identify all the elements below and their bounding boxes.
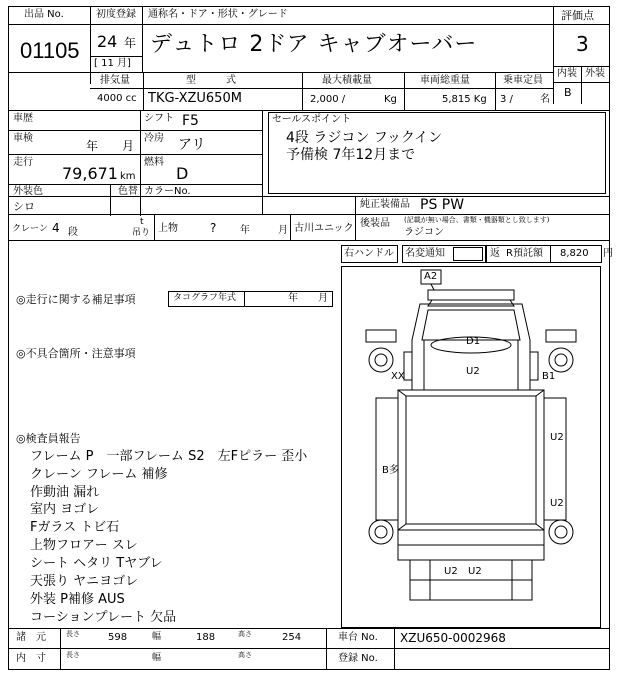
- damage-code-u2-top: U2: [466, 366, 480, 377]
- length-label: 長さ: [66, 630, 80, 638]
- max-load-value: 2,000 /: [310, 94, 346, 105]
- interior-grade: B: [564, 86, 572, 99]
- equipment-value: PS PW: [420, 197, 465, 213]
- inspector-line: コーションプレート 欠品: [30, 610, 177, 625]
- chassis-label: 車台 No.: [338, 632, 378, 643]
- crane-stages: 4: [52, 221, 60, 235]
- registration-number-label: 登録 No.: [338, 653, 378, 664]
- return-label: 返: [490, 248, 500, 259]
- shift-label: シフト: [144, 113, 174, 124]
- damage-code-b1: B1: [542, 371, 556, 382]
- gross-weight-value: 5,815 Kg: [442, 94, 487, 105]
- crane-unknown: ?: [210, 221, 217, 235]
- fuel-value: D: [176, 164, 189, 183]
- max-load-unit: Kg: [384, 94, 397, 105]
- height-label: 高さ: [238, 630, 252, 638]
- mileage-unit: km: [120, 171, 136, 182]
- interior-length-label: 長さ: [66, 651, 80, 659]
- crane-month-unit: 月: [278, 225, 288, 236]
- mileage-value: 79,671: [62, 164, 118, 183]
- tachograph-label: タコグラフ年式: [173, 293, 237, 303]
- damage-code-u2-right: U2: [550, 432, 564, 443]
- interior-width-label: 幅: [152, 653, 162, 663]
- interior-label: 内装: [557, 68, 577, 79]
- inspector-line: シート ヘタリ Tヤブレ: [30, 556, 163, 571]
- inspection-year-unit: 年: [86, 139, 99, 153]
- crane-stage-unit: 段: [68, 227, 78, 238]
- crane-top-label: 上物: [158, 223, 178, 234]
- capacity-label: 乗車定員: [503, 75, 543, 86]
- crane-maker: 古川ユニック: [294, 223, 354, 234]
- crane-year-unit: 年: [240, 225, 250, 236]
- max-load-label: 最大積載量: [322, 75, 372, 86]
- sales-point-label: セールスポイント: [272, 114, 352, 125]
- width-label: 幅: [152, 632, 162, 642]
- shift-value: F5: [182, 113, 199, 129]
- registration-month: [ 11 月]: [94, 58, 131, 69]
- tachograph-year-unit: 年: [288, 293, 298, 304]
- driving-notes-label: ◎走行に関する補足事項: [16, 293, 136, 306]
- gross-weight-label: 車両総重量: [420, 75, 470, 86]
- aftermarket-label: 後装品: [360, 218, 390, 229]
- fuel-label: 燃料: [144, 157, 164, 168]
- lot-label: 出品 No.: [24, 9, 64, 20]
- sales-point-line-2: 予備検 7年12月まで: [286, 147, 416, 163]
- damage-code-a2: A2: [424, 271, 438, 282]
- inspector-line: 作動油 漏れ: [30, 485, 100, 500]
- damage-code-u2-bottom-right: U2: [550, 498, 564, 509]
- displacement-value: 4000 cc: [97, 93, 137, 104]
- inspector-line: 室内 ヨゴレ: [30, 502, 100, 517]
- rating-label: 評価点: [561, 9, 594, 22]
- recycle-fee-label: R預託額: [506, 248, 543, 259]
- displacement-label: 排気量: [100, 75, 130, 86]
- interior-dimensions-label: 内 寸: [16, 653, 46, 664]
- ac-value: アリ: [178, 137, 206, 153]
- inspector-line: 外装 P補修 AUS: [30, 592, 125, 607]
- model-code: TKG-XZU650M: [148, 91, 242, 106]
- model-label: 型 式: [186, 75, 236, 86]
- drive-side-label: 右ハンドル: [344, 248, 394, 259]
- width-value: 188: [196, 632, 216, 643]
- registration-year-unit: 年: [124, 36, 137, 50]
- chassis-number: XZU650-0002968: [400, 631, 506, 645]
- defects-label: ◎不具合箇所・注意事項: [16, 347, 136, 360]
- lot-number: 01105: [20, 38, 80, 63]
- aftermarket-value: ラジコン: [404, 227, 444, 238]
- crane-lift-label: 吊り: [132, 228, 151, 238]
- damage-code-b-many: B多: [382, 465, 399, 476]
- registration-year: 24: [97, 32, 118, 51]
- inspection-label: 車検: [13, 133, 33, 144]
- recycle-fee-unit: 円: [603, 248, 613, 259]
- inspector-line: 天張り ヤニヨゴレ: [30, 574, 139, 589]
- mileage-label: 走行: [13, 157, 33, 168]
- height-value: 254: [282, 632, 302, 643]
- color-value: シロ: [13, 200, 35, 213]
- recycle-fee-value: 8,820: [560, 248, 589, 259]
- length-value: 598: [108, 632, 128, 643]
- inspector-report-label: ◎検査員報告: [16, 432, 81, 445]
- rating-score: 3: [576, 32, 589, 56]
- inspection-month-unit: 月: [122, 139, 135, 153]
- inspector-line: 上物フロアー スレ: [30, 538, 138, 553]
- inspector-line: フレーム P 一部フレーム S2 左Fピラー 歪小: [30, 449, 308, 464]
- tachograph-month-unit: 月: [318, 293, 328, 304]
- inspector-line: クレーン フレーム 補修: [30, 467, 168, 482]
- crane-ton-unit: t: [140, 217, 144, 227]
- first-registration-label: 初度登録: [96, 9, 136, 20]
- name-change-label: 名変通知: [405, 248, 445, 259]
- damage-code-d1: D1: [466, 336, 481, 347]
- car-name: デュトロ 2ドア キャブオーバー: [150, 32, 478, 57]
- damage-code-u2-rear-right: U2: [468, 566, 482, 577]
- color-label: 外装色: [13, 186, 43, 197]
- equipment-label: 純正装備品: [360, 199, 410, 210]
- history-label: 車歴: [13, 113, 33, 124]
- aftermarket-note: (記載が無い場合、書類・機器類とし致します): [404, 216, 550, 224]
- interior-height-label: 高さ: [238, 651, 252, 659]
- sales-point-line-1: 4段 ラジコン フックイン: [286, 130, 443, 146]
- color-change-label: 色替: [118, 186, 138, 197]
- ac-label: 冷房: [144, 133, 164, 144]
- exterior-label: 外装: [585, 68, 605, 79]
- crane-label: クレーン: [12, 224, 48, 234]
- color-number-label: カラーNo.: [144, 186, 191, 197]
- damage-code-xx: XX: [391, 371, 405, 382]
- capacity-value: 3 /: [500, 94, 513, 105]
- car-name-label: 通称名・ドア・形状・グレード: [148, 9, 288, 20]
- inspector-line: Fガラス トビ石: [30, 520, 120, 535]
- dimensions-label: 諸 元: [16, 632, 46, 643]
- damage-code-u2-rear-left: U2: [444, 566, 458, 577]
- capacity-unit: 名: [540, 94, 550, 105]
